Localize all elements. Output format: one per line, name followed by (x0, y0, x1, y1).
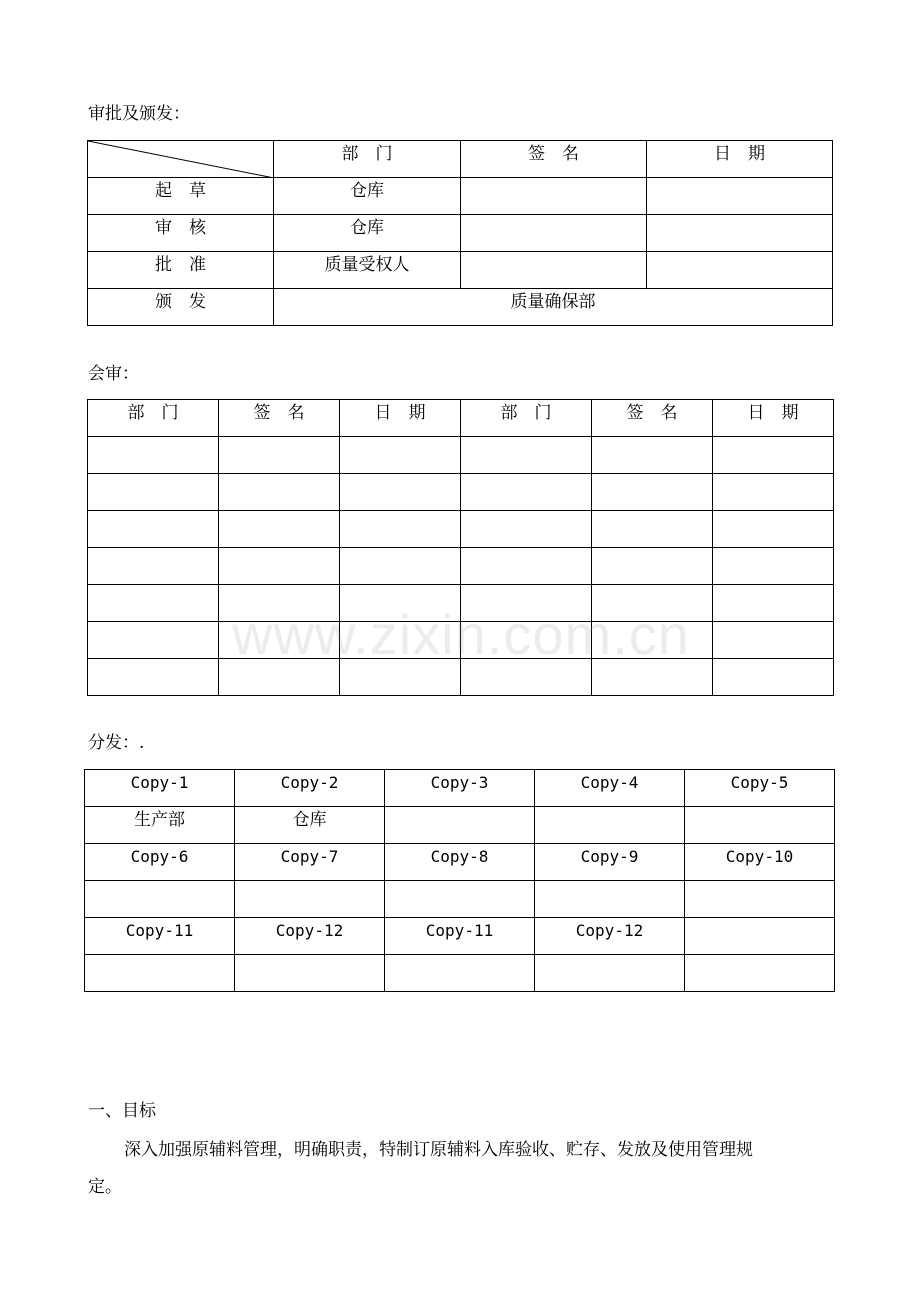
review-cell[interactable] (88, 437, 219, 474)
distribution-row (85, 881, 835, 918)
copy-label: Copy-5 (685, 770, 835, 807)
review-cell[interactable] (219, 437, 340, 474)
review-cell[interactable] (88, 585, 219, 622)
recipient-cell[interactable]: 生产部 (85, 807, 235, 844)
approval-table (87, 140, 833, 326)
signature-cell[interactable] (461, 178, 647, 215)
review-cell[interactable] (219, 511, 340, 548)
copy-label: Copy-12 (235, 918, 385, 955)
approval-title: 审批及颁发： (88, 104, 190, 124)
review-cell[interactable] (340, 511, 461, 548)
review-cell[interactable] (713, 622, 834, 659)
copy-label: Copy-11 (85, 918, 235, 955)
diagonal-line (88, 141, 274, 178)
recipient-cell[interactable] (535, 955, 685, 992)
review-cell[interactable] (592, 474, 713, 511)
copy-label: Copy-11 (385, 918, 535, 955)
recipient-cell[interactable] (535, 807, 685, 844)
review-cell[interactable] (713, 548, 834, 585)
recipient-cell[interactable] (85, 881, 235, 918)
date-cell[interactable] (647, 178, 833, 215)
recipient-cell[interactable] (85, 955, 235, 992)
copy-label: Copy-1 (85, 770, 235, 807)
dept-review: 仓库 (274, 215, 461, 252)
recipient-cell[interactable] (685, 881, 835, 918)
recipient-cell[interactable] (385, 955, 535, 992)
recipient-cell[interactable] (535, 881, 685, 918)
review-cell[interactable] (219, 548, 340, 585)
recipient-cell[interactable] (385, 807, 535, 844)
review-header-dept: 部 门 (461, 400, 592, 437)
distribution-row (85, 770, 835, 807)
section-paragraph-line2: 定。 (88, 1177, 122, 1197)
section-heading: 一、目标 (88, 1101, 156, 1121)
recipient-cell[interactable] (235, 881, 385, 918)
review-cell[interactable] (88, 548, 219, 585)
review-cell[interactable] (592, 548, 713, 585)
copy-label: Copy-9 (535, 844, 685, 881)
review-cell[interactable] (461, 474, 592, 511)
review-row (88, 511, 834, 548)
approval-row-review (88, 215, 833, 252)
review-header-date: 日 期 (713, 400, 834, 437)
recipient-cell[interactable] (685, 807, 835, 844)
review-cell[interactable] (713, 585, 834, 622)
diagonal-header-cell (88, 141, 274, 178)
dept-draft: 仓库 (274, 178, 461, 215)
role-review: 审 核 (88, 215, 274, 252)
review-cell[interactable] (88, 622, 219, 659)
review-cell[interactable] (592, 437, 713, 474)
signature-cell[interactable] (461, 252, 647, 289)
review-header-signature: 签 名 (219, 400, 340, 437)
review-cell[interactable] (340, 474, 461, 511)
date-cell[interactable] (647, 252, 833, 289)
role-draft: 起 草 (88, 178, 274, 215)
distribution-row (85, 918, 835, 955)
approval-header-row (88, 141, 833, 178)
copy-label: Copy-7 (235, 844, 385, 881)
recipient-cell[interactable] (385, 881, 535, 918)
copy-label (685, 918, 835, 955)
copy-label: Copy-10 (685, 844, 835, 881)
review-cell[interactable] (461, 511, 592, 548)
distribution-title: 分发：. (88, 733, 145, 753)
distribution-row (85, 807, 835, 844)
review-cell[interactable] (713, 659, 834, 696)
review-header-dept: 部 门 (88, 400, 219, 437)
review-header-row (88, 400, 834, 437)
recipient-cell[interactable]: 仓库 (235, 807, 385, 844)
review-cell[interactable] (713, 437, 834, 474)
review-cell[interactable] (340, 437, 461, 474)
header-signature: 签 名 (461, 141, 647, 178)
review-row (88, 437, 834, 474)
copy-label: Copy-4 (535, 770, 685, 807)
distribution-row (85, 955, 835, 992)
copy-label: Copy-8 (385, 844, 535, 881)
review-cell[interactable] (88, 659, 219, 696)
review-header-signature: 签 名 (592, 400, 713, 437)
approval-row-draft (88, 178, 833, 215)
review-cell[interactable] (713, 474, 834, 511)
review-cell[interactable] (713, 511, 834, 548)
copy-label: Copy-6 (85, 844, 235, 881)
review-title: 会审： (88, 364, 139, 384)
review-cell[interactable] (461, 548, 592, 585)
distribution-row (85, 844, 835, 881)
review-row (88, 548, 834, 585)
role-approve: 批 准 (88, 252, 274, 289)
review-cell[interactable] (340, 548, 461, 585)
header-dept: 部 门 (274, 141, 461, 178)
header-date: 日 期 (647, 141, 833, 178)
role-issue: 颁 发 (88, 289, 274, 326)
dept-approve: 质量受权人 (274, 252, 461, 289)
review-cell[interactable] (88, 474, 219, 511)
review-header-date: 日 期 (340, 400, 461, 437)
review-cell[interactable] (592, 511, 713, 548)
watermark: www.zixin.com.cn (232, 603, 690, 666)
review-cell[interactable] (88, 511, 219, 548)
review-cell[interactable] (219, 474, 340, 511)
distribution-table (84, 769, 835, 992)
copy-label: Copy-3 (385, 770, 535, 807)
section-paragraph-line1: 深入加强原辅料管理，明确职责，特制订原辅料入库验收、贮存、发放及使用管理规 (124, 1140, 753, 1160)
copy-label: Copy-12 (535, 918, 685, 955)
signature-cell[interactable] (461, 215, 647, 252)
recipient-cell[interactable] (685, 955, 835, 992)
approval-row-approve (88, 252, 833, 289)
approval-row-issue (88, 289, 833, 326)
recipient-cell[interactable] (235, 955, 385, 992)
dept-issue: 质量确保部 (274, 289, 833, 326)
review-row (88, 474, 834, 511)
date-cell[interactable] (647, 215, 833, 252)
review-cell[interactable] (461, 437, 592, 474)
copy-label: Copy-2 (235, 770, 385, 807)
